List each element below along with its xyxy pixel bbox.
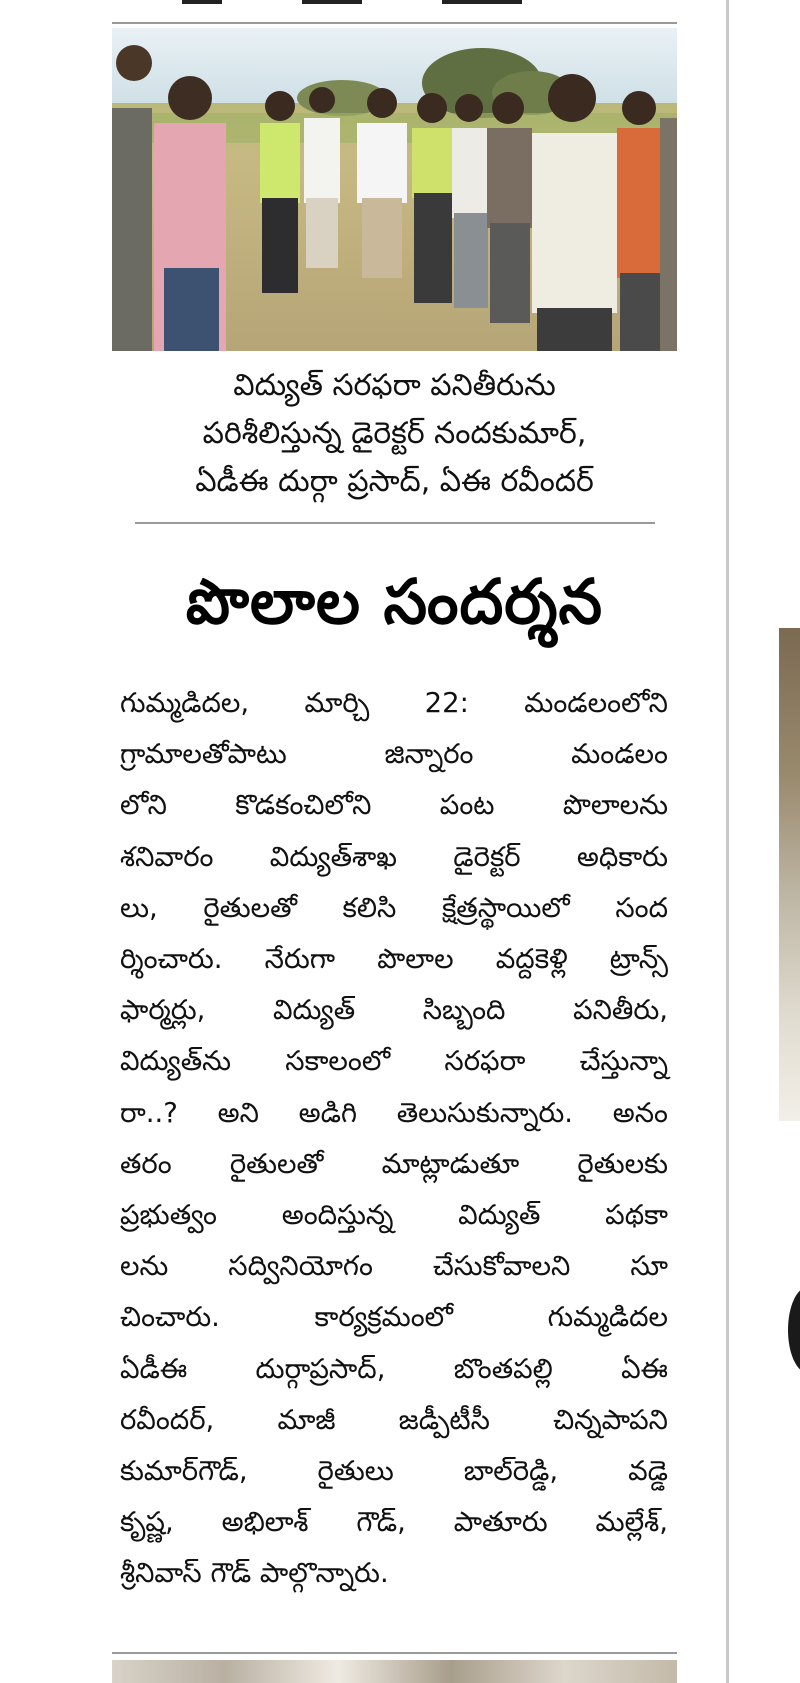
- body-line: కుమార్‌గౌడ్, రైతులు బాల్‌రెడ్డి, వడ్డె: [120, 1455, 668, 1488]
- adjacent-column-photo-edge: [779, 628, 800, 1121]
- article-headline: పొలాల సందర్శన: [185, 565, 604, 638]
- top-divider: [112, 22, 677, 24]
- body-line: చించారు. కార్యక్రమంలో గుమ్మడిదల: [120, 1301, 668, 1334]
- caption-divider: [135, 522, 655, 524]
- body-line: ప్రభుత్వం అందిస్తున్న విద్యుత్ పథకా: [120, 1199, 668, 1232]
- body-line: రా..? అని అడిగి తెలుసుకున్నారు. అనం: [120, 1096, 668, 1129]
- caption-line: విద్యుత్ సరఫరా పనితీరును: [233, 368, 556, 403]
- body-line: రవీందర్, మాజీ జడ్పీటీసీ చిన్నపాపని: [120, 1403, 668, 1436]
- next-article-photo-edge: [112, 1660, 677, 1683]
- photo-icon: [112, 28, 677, 351]
- body-line: గుమ్మడిదల, మార్చి 22: మండలంలోని: [120, 687, 668, 719]
- body-line: లు, రైతులతో కలిసి క్షేత్రస్థాయిలో సంద: [120, 891, 668, 924]
- previous-article-edge: [112, 0, 672, 24]
- body-line: శ్రీనివాస్ గౌడ్ పాల్గొన్నారు.: [120, 1557, 389, 1590]
- body-line: శనివారం విద్యుత్‌శాఖ డైరెక్టర్ అధికారు: [120, 840, 668, 873]
- body-line: లను సద్వినియోగం చేసుకోవాలని సూ: [120, 1250, 668, 1283]
- column-separator: [726, 0, 729, 1683]
- body-line: విద్యుత్‌ను సకాలంలో సరఫరా చేస్తున్నా: [120, 1045, 668, 1078]
- adjacent-column-graphic-edge: [788, 1287, 800, 1373]
- body-line: తరం రైతులతో మాట్లాడుతూ రైతులకు: [120, 1147, 668, 1180]
- photo-caption: [112, 362, 677, 506]
- article-body: [120, 678, 668, 1600]
- body-line: ర్శించారు. నేరుగా పొలాల వద్దకెళ్లి ట్రాన్స్: [120, 943, 668, 976]
- body-line: గ్రామాలతోపాటు జిన్నారం మండలం: [120, 738, 668, 771]
- news-photo: [112, 28, 677, 351]
- body-line: కృష్ణ, అభిలాశ్ గౌడ్, పాతూరు మల్లేశ్,: [120, 1506, 668, 1539]
- body-line: ఏడీఈ దుర్గాప్రసాద్, బొంతపల్లి ఏఈ: [120, 1352, 668, 1385]
- body-line: లోని కొడకంచిలోని పంట పొలాలను: [120, 789, 668, 822]
- body-line: ఫార్మర్లు, విద్యుత్ సిబ్బంది పనితీరు,: [120, 994, 668, 1027]
- caption-line: పరిశీలిస్తున్న డైరెక్టర్ నందకుమార్,: [202, 416, 587, 451]
- bottom-divider: [112, 1652, 677, 1654]
- caption-line: ఏడీఈ దుర్గా ప్రసాద్, ఏఈ రవీందర్: [195, 464, 594, 499]
